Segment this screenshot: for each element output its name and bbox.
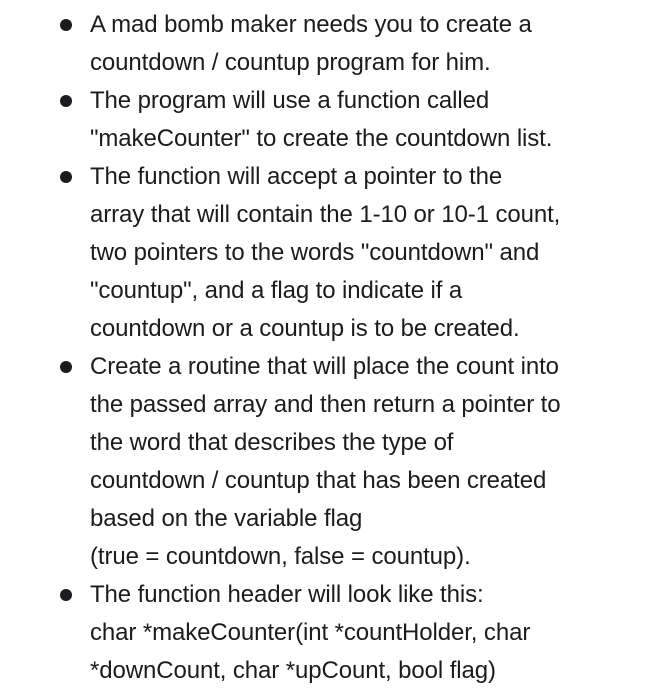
bullet-line: The function will accept a pointer to the: [90, 163, 503, 190]
bullet-line: The function header will look like this:: [90, 581, 484, 608]
bullet-line: The program will use a function called: [90, 87, 490, 114]
bullet-line: Create a routine that will place the count into: [90, 353, 559, 380]
bullet-item: [90, 348, 640, 576]
bullet-line: based on the variable flag: [90, 505, 363, 532]
bullet-item: [90, 6, 640, 82]
bullet-item: [90, 576, 640, 690]
bullet-line: "countup", and a flag to indicate if a: [90, 277, 463, 304]
bullet-line: (true = countdown, false = countup).: [90, 543, 471, 570]
bullet-line: countdown / countup that has been created: [90, 467, 547, 494]
bullet-item: [90, 82, 640, 158]
bullet-line: the passed array and then return a pointer to: [90, 391, 561, 418]
bullet-line: "makeCounter" to create the countdown list.: [90, 125, 553, 152]
bullet-line: array that will contain the 1-10 or 10-1 count,: [90, 201, 561, 228]
bullet-line: char *makeCounter(int *countHolder, char: [90, 619, 531, 646]
bullet-line: *downCount, char *upCount, bool flag): [90, 657, 496, 684]
bullet-list: [90, 6, 640, 690]
bullet-item: [90, 158, 640, 348]
bullet-line: the word that describes the type of: [90, 429, 454, 456]
bullet-line: countdown or a countup is to be created.: [90, 315, 520, 342]
bullet-line: countdown / countup program for him.: [90, 49, 491, 76]
bullet-line: A mad bomb maker needs you to create a: [90, 11, 532, 38]
bullet-line: two pointers to the words "countdown" and: [90, 239, 540, 266]
